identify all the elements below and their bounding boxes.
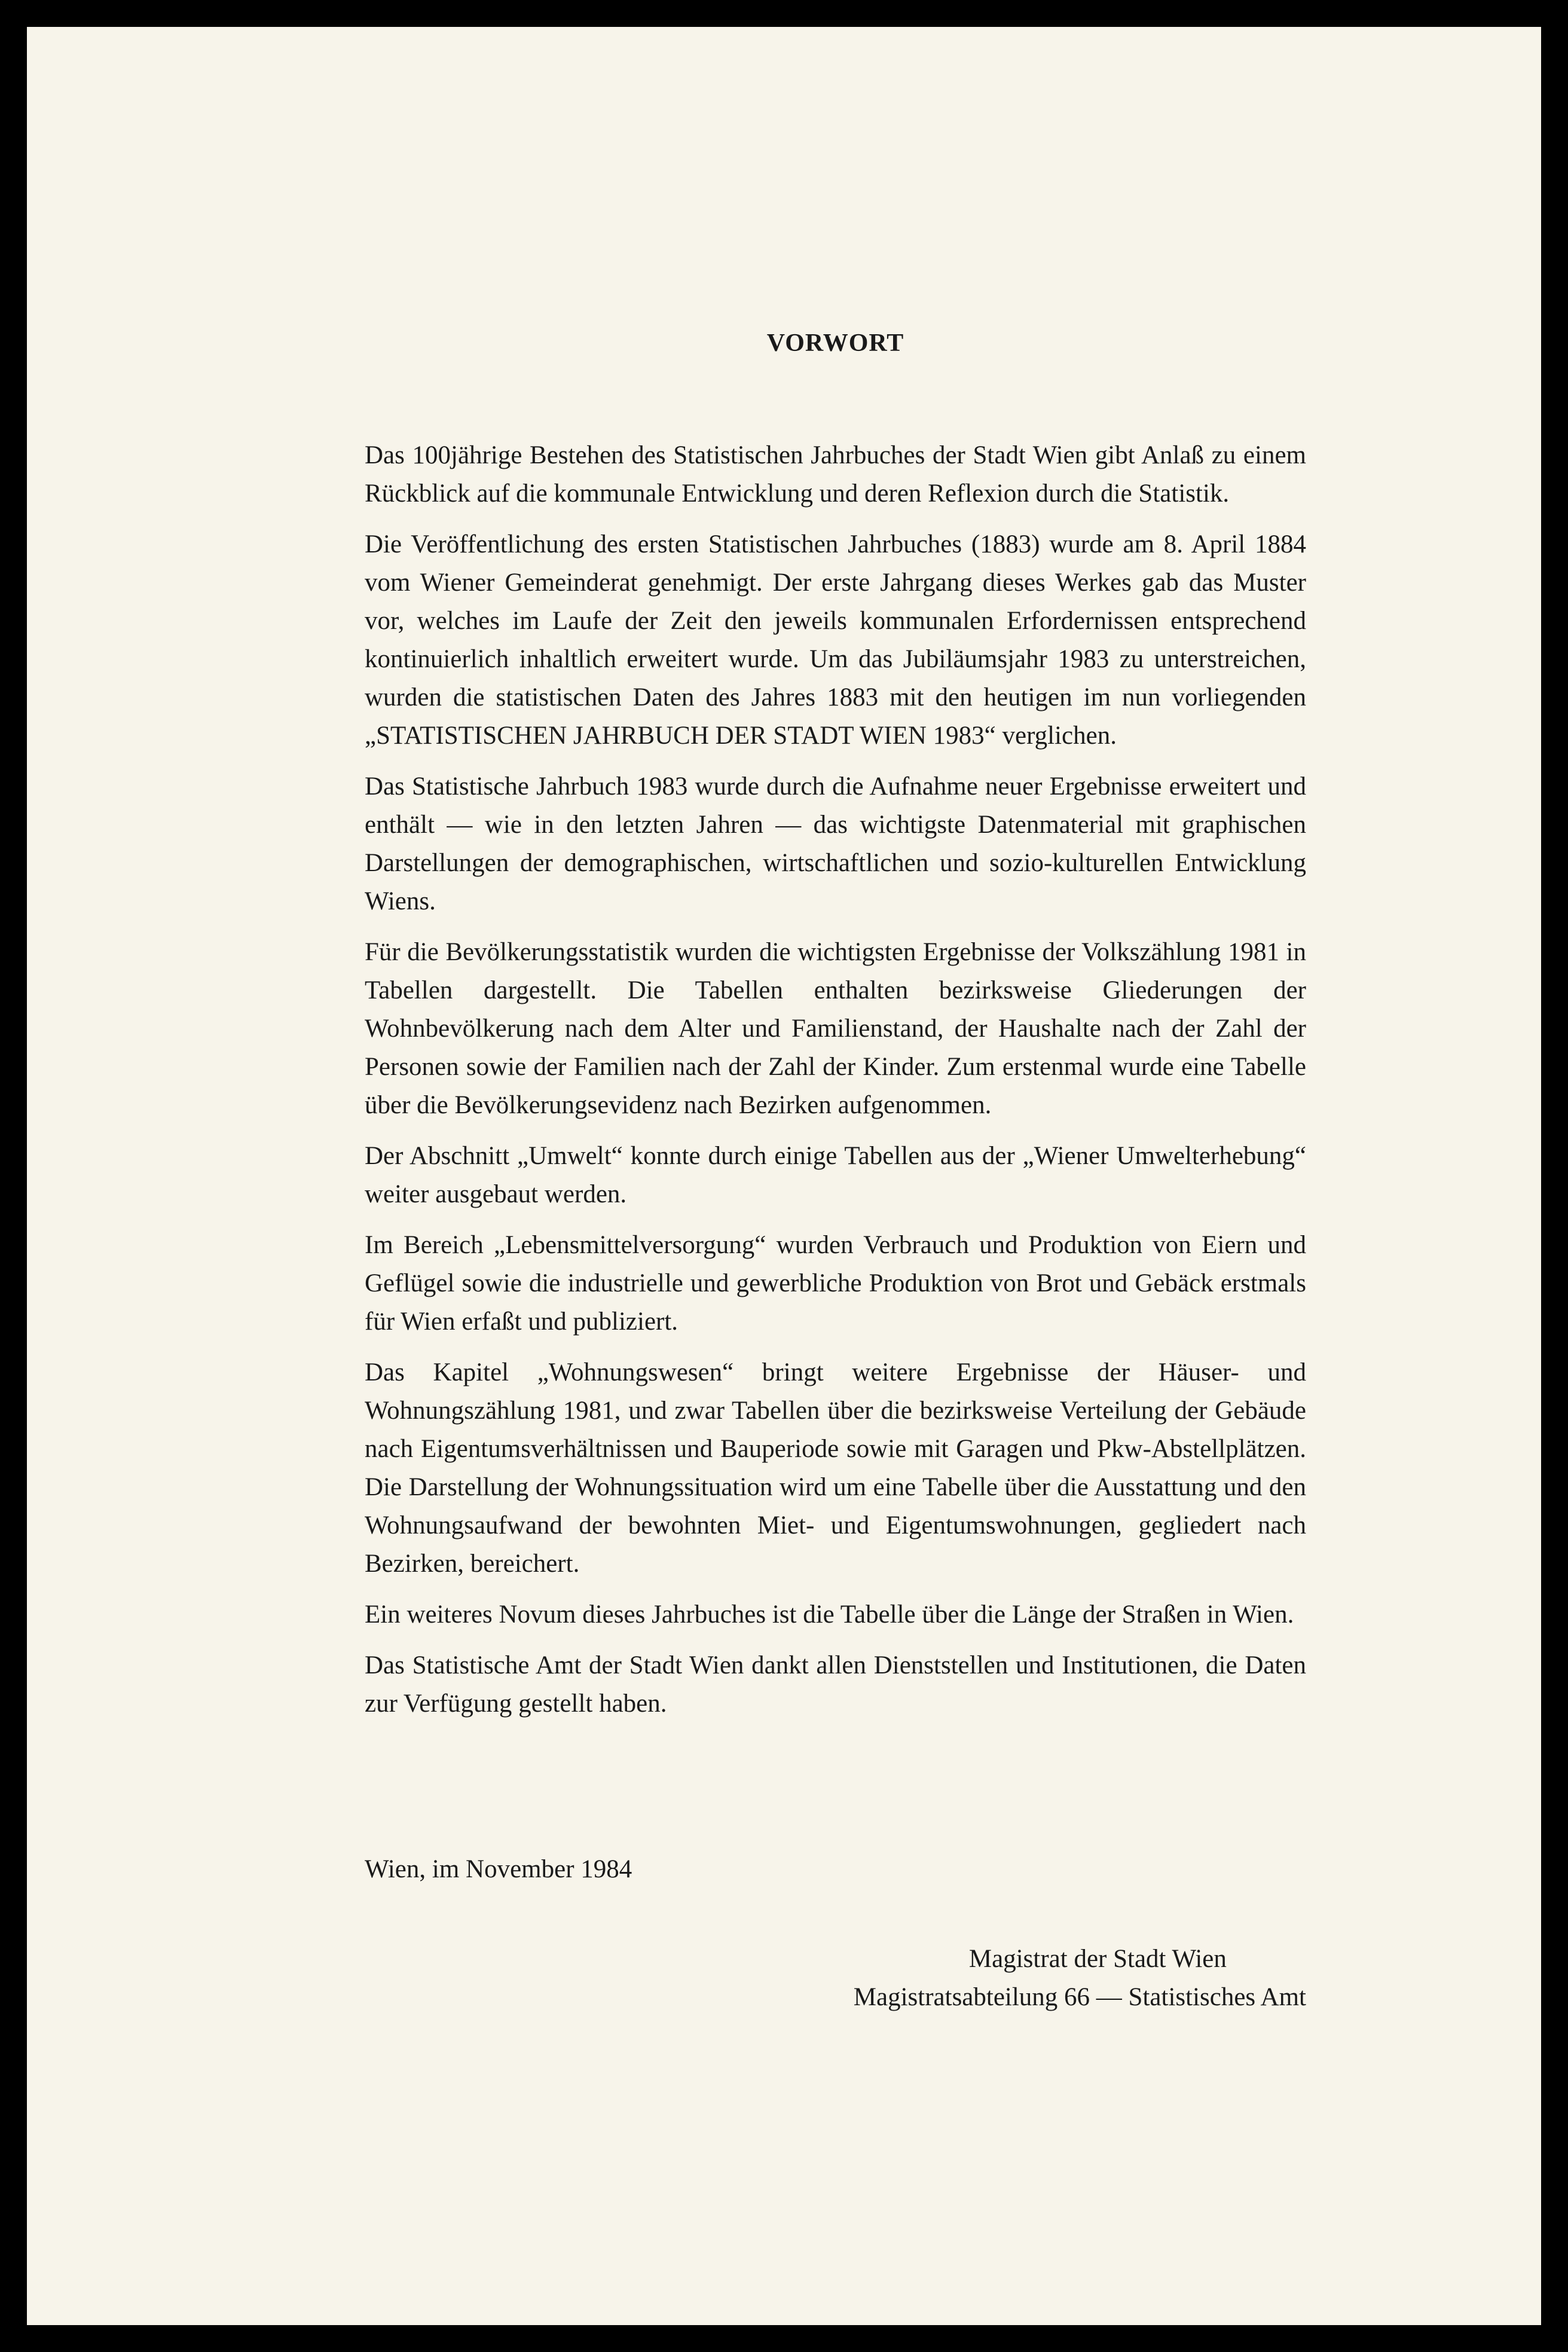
document-page xyxy=(27,27,1541,2325)
signature-line-magistrate: Magistrat der Stadt Wien xyxy=(968,1945,1227,1973)
paragraph-first-edition: Die Veröffentlichung des ersten Statistischen Jahrbuches (1883) wurde am 8. April 1884 vom Wiener Gemeinderat genehmigt. Der erste Jahrgang dieses Werkes gab das Muster vor, welches im Laufe der Zeit den jeweils kommunalen Erfordernissen entsprechend kontinuierlich inhaltlich erweitert wurde. Um das Jubiläumsjahr 1983 zu unterstreichen, wurden die statistischen Daten des Jahres 1883 mit den heutigen im nun vorliegenden „STATISTISCHEN JAHRBUCH DER STADT WIEN 1983“ verglichen. xyxy=(365,530,1306,750)
place-date: Wien, im November 1984 xyxy=(365,1855,632,1883)
paragraph-housing: Das Kapitel „Wohnungswesen“ bringt weitere Ergebnisse der Häuser- und Wohnungszählung 1981, und zwar Tabellen über die bezirksweise Verteilung der Gebäude nach Eigentumsverhältnissen und Bauperiode sowie mit Garagen und Pkw-Abstellplätzen. Die Darstellung der Wohnungssituation wird um eine Tabelle über die Ausstattung und den Wohnungsaufwand der bewohnten Miet- und Eigentumswohnungen, gegliedert nach Bezirken, bereichert. xyxy=(365,1358,1306,1578)
paragraph-food-supply: Im Bereich „Lebensmittelversorgung“ wurden Verbrauch und Produktion von Eiern und Geflügel sowie die industrielle und gewerbliche Produktion von Brot und Gebäck erstmals für Wien erfaßt und publiziert. xyxy=(365,1231,1306,1336)
page-title: VORWORT xyxy=(766,329,904,357)
paragraph-intro: Das 100jährige Bestehen des Statistischen Jahrbuches der Stadt Wien gibt Anlaß zu einem Rückblick auf die kommunale Entwicklung und deren Reflexion durch die Statistik. xyxy=(365,441,1306,508)
paragraph-population-statistics: Für die Bevölkerungsstatistik wurden die wichtigsten Ergebnisse der Volkszählung 1981 in Tabellen dargestellt. Die Tabellen enthalten bezirksweise Gliederungen der Wohnbevölkerung nach dem Alter und Familienstand, der Haushalte nach der Zahl der Personen sowie der Familien nach der Zahl der Kinder. Zum erstenmal wurde eine Tabelle über die Bevölkerungsevidenz nach Bezirken aufgenommen. xyxy=(365,938,1306,1119)
paragraph-environment: Der Abschnitt „Umwelt“ konnte durch einige Tabellen aus der „Wiener Umwelterhebung“ weiter ausgebaut werden. xyxy=(365,1142,1306,1208)
signature-line-department: Magistratsabteilung 66 — Statistisches Amt xyxy=(853,1983,1306,2011)
paragraph-thanks: Das Statistische Amt der Stadt Wien dankt allen Dienststellen und Institutionen, die Daten zur Verfügung gestellt haben. xyxy=(365,1651,1306,1718)
paragraph-yearbook-1983: Das Statistische Jahrbuch 1983 wurde durch die Aufnahme neuer Ergebnisse erweitert und enthält — wie in den letzten Jahren — das wichtigste Datenmaterial mit graphischen Darstellungen der demographischen, wirtschaftlichen und sozio-kulturellen Entwicklung Wiens. xyxy=(365,772,1306,915)
body-text xyxy=(365,436,1306,1736)
signature-block xyxy=(854,1940,1306,2017)
paragraph-streets: Ein weiteres Novum dieses Jahrbuches ist die Tabelle über die Länge der Straßen in Wien. xyxy=(365,1600,1294,1629)
